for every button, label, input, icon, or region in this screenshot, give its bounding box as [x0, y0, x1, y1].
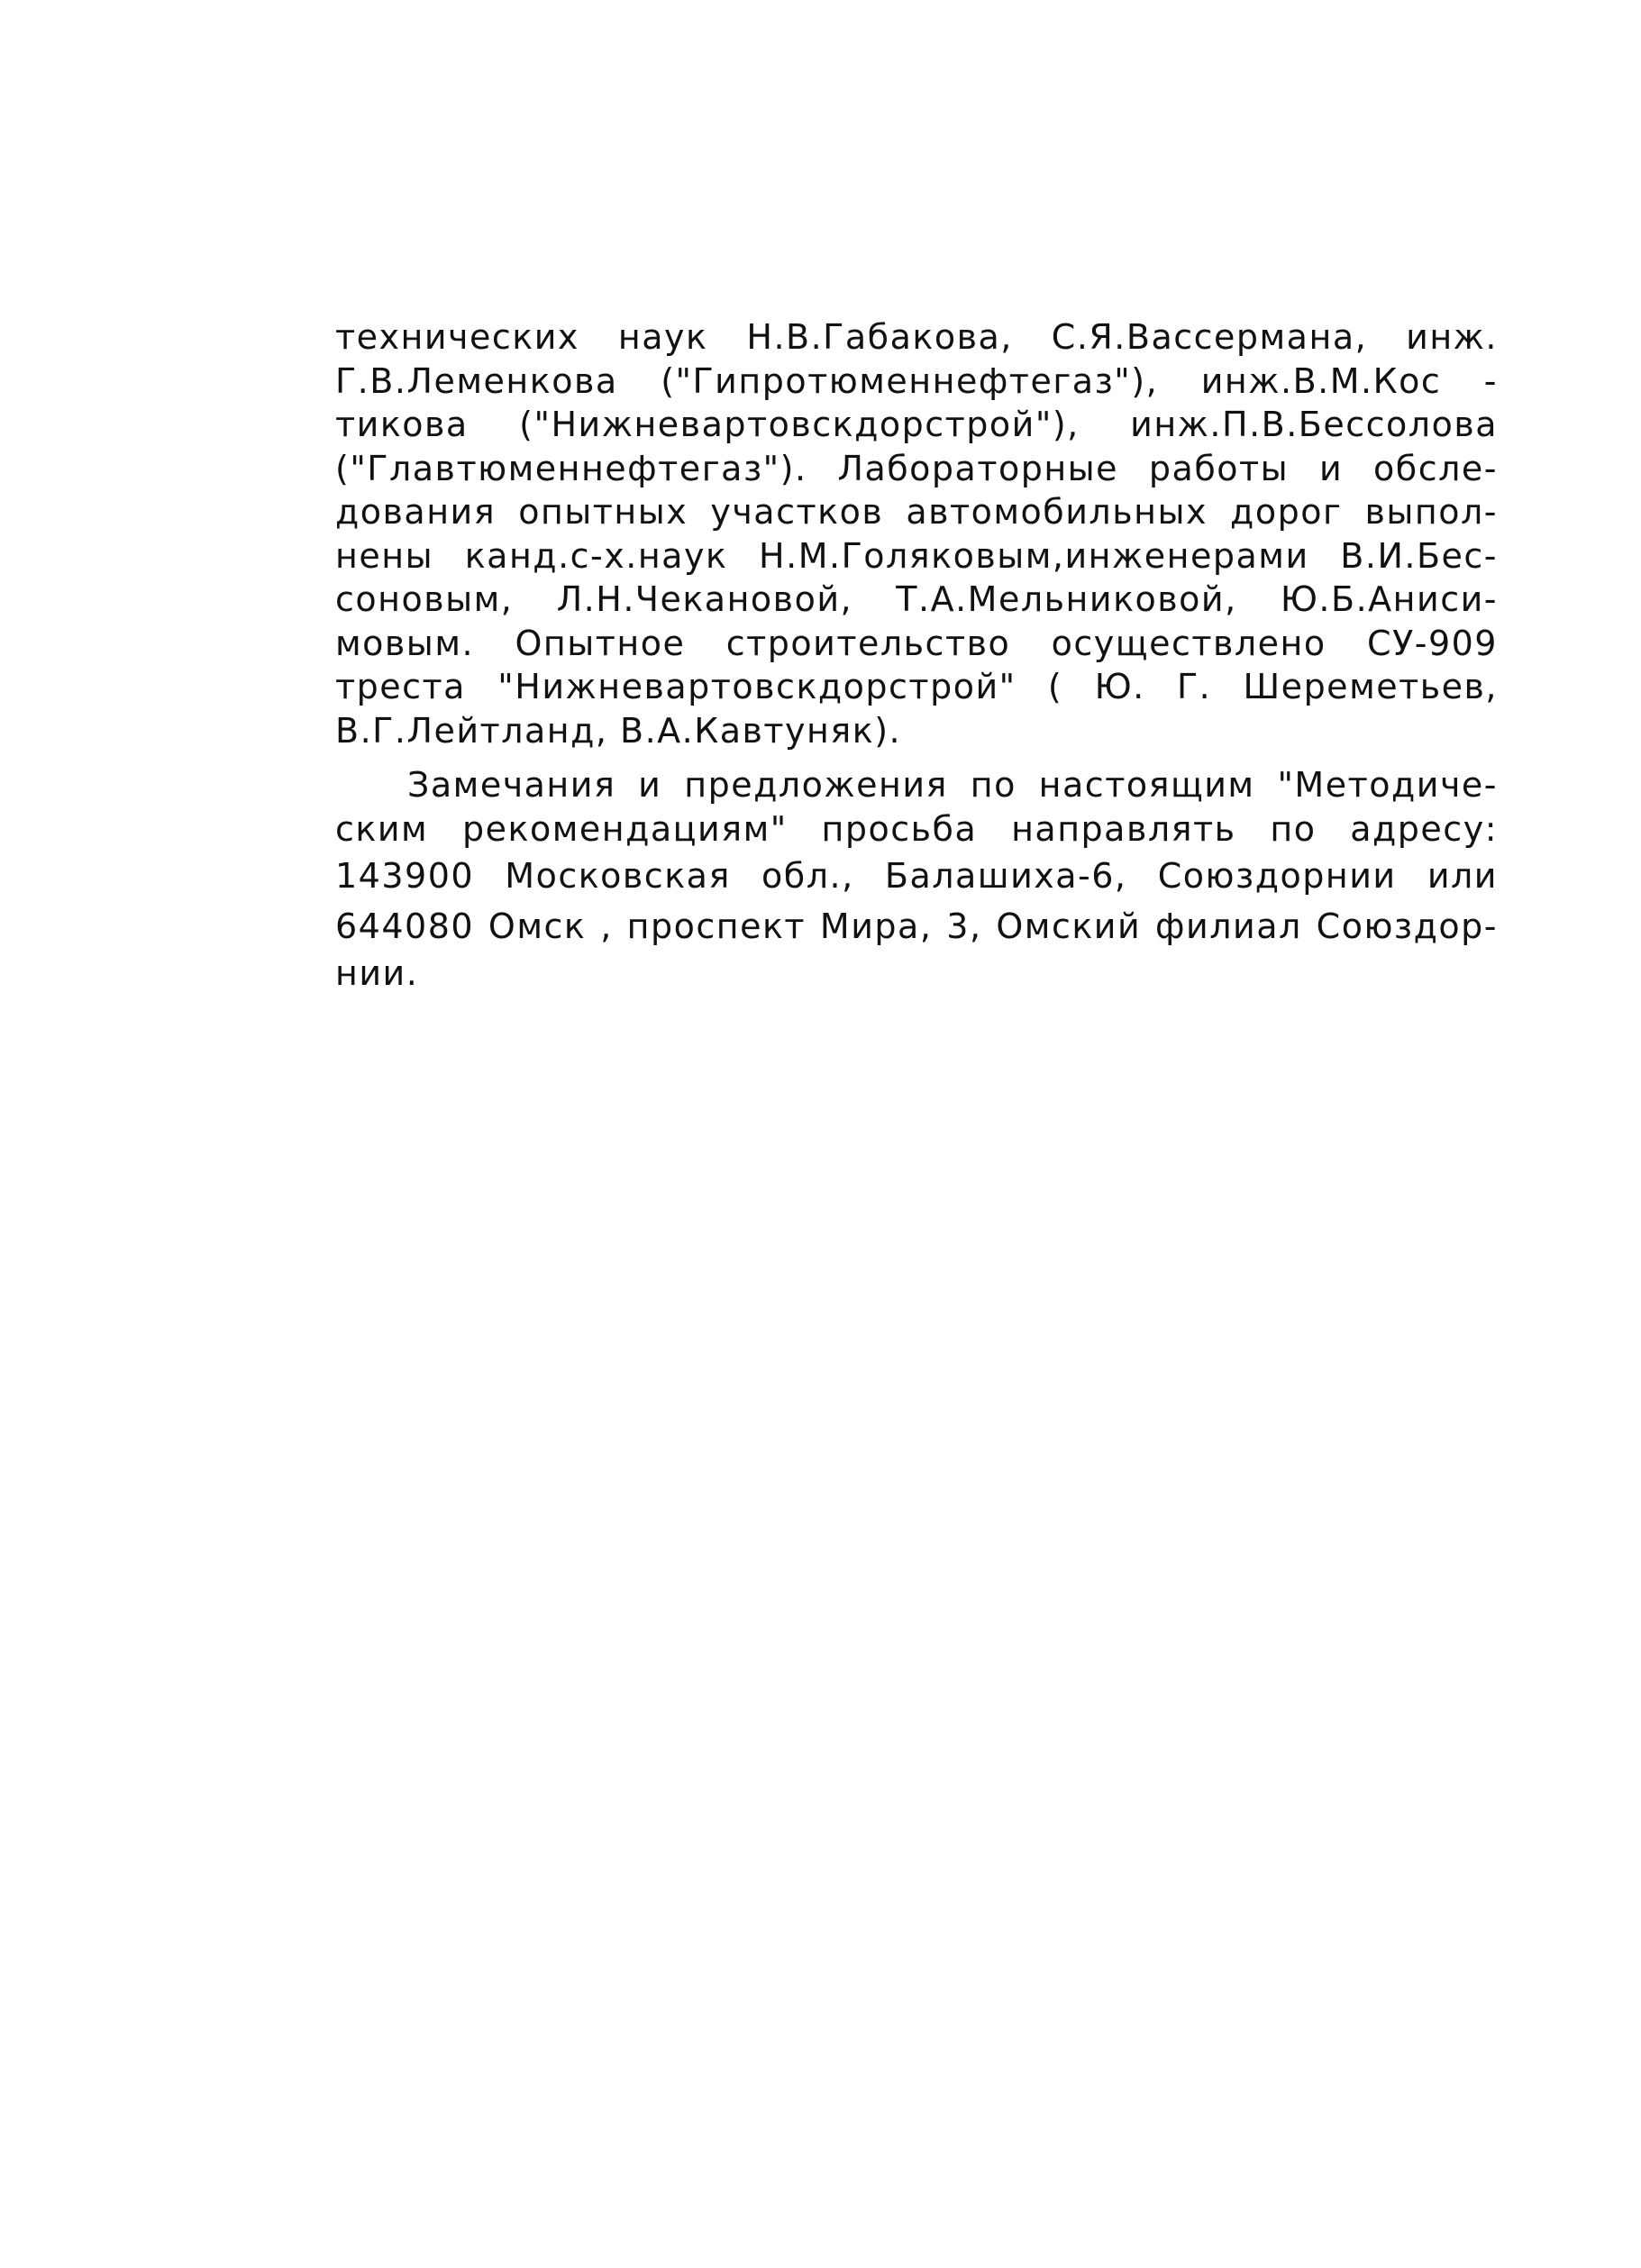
paragraph-line: тикова ("Нижневартовскдорстрой"), инж.П.В.Бессолова: [335, 405, 1498, 444]
paragraph-authors: [335, 315, 1498, 752]
paragraph-line: соновым, Л.Н.Чекановой, Т.А.Мельниковой, Ю.Б.Аниси-: [335, 579, 1498, 619]
address-line: 644080 Омск , проспект Мира, 3, Омский филиал Союздор-: [335, 906, 1498, 946]
body-text: [335, 315, 1498, 996]
paragraph-line: Г.В.Леменкова ("Гипротюменнефтегаз"), инж.В.М.Кос -: [335, 360, 1498, 401]
paragraph-line: Замечания и предложения по настоящим "Методиче-: [407, 765, 1498, 805]
paragraph-line: нены канд.с-х.наук Н.М.Голяковым,инженерами В.И.Бес-: [335, 535, 1498, 576]
paragraph-line: В.Г.Лейтланд, В.А.Кавтуняк).: [335, 710, 902, 751]
address-line: 143900 Московская обл., Балашиха-6, Союздорнии или: [335, 856, 1498, 896]
paragraph-contacts: [335, 763, 1498, 996]
paragraph-line: нии.: [335, 953, 419, 993]
paragraph-line: ским рекомендациям" просьба направлять по адресу:: [335, 808, 1498, 849]
paragraph-line: мовым. Опытное строительство осуществлено СУ-909: [335, 623, 1498, 663]
paragraph-line: дования опытных участков автомобильных дорог выпол-: [335, 492, 1498, 532]
paragraph-line: технических наук Н.В.Габакова, С.Я.Вассермана, инж.: [335, 317, 1498, 357]
paragraph-line: треста "Нижневартовскдорстрой" ( Ю. Г. Шереметьев,: [335, 667, 1498, 706]
paragraph-line: ("Главтюменнефтегаз"). Лабораторные работы и обсле-: [335, 448, 1498, 488]
